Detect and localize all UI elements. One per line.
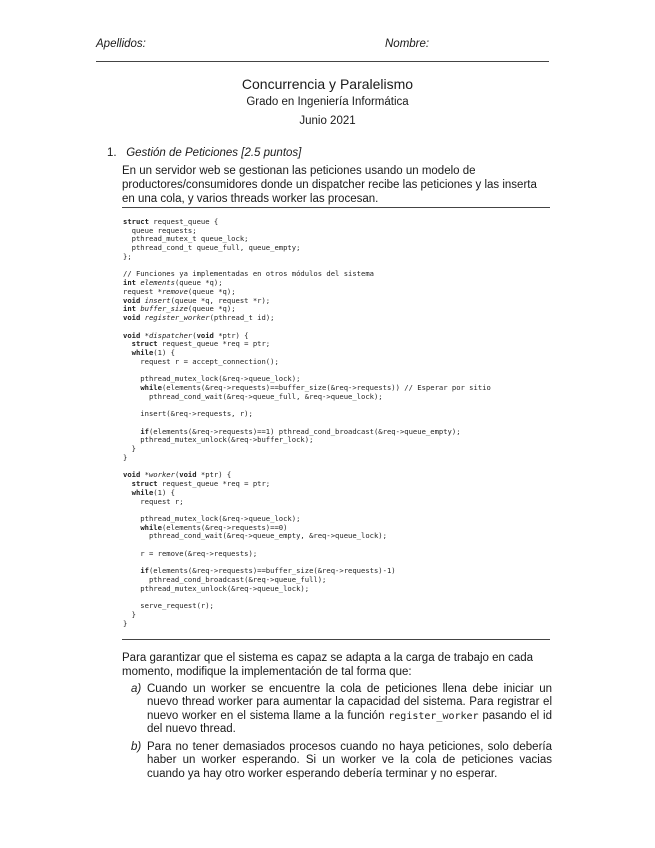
task-paragraph: Para garantizar que el sistema es capaz se adapta a la carga de trabajo en cada momento, modifique la implementación de tal forma que: xyxy=(122,652,534,678)
nombre-label: Nombre: xyxy=(385,38,430,50)
code-line: } xyxy=(123,618,128,628)
code-line: // Funciones ya implementadas en otros módulos del sistema xyxy=(123,269,374,279)
code-line: while(elements(&req->requests)==buffer_size(&req->requests)) // Esperar por sitio xyxy=(140,382,491,392)
code-line: request *remove(queue *q); xyxy=(123,286,236,296)
code-line: } xyxy=(123,610,136,620)
code-line: int elements(queue *q); xyxy=(123,278,223,288)
code-line: struct request_queue *req = ptr; xyxy=(131,479,271,489)
code-top-rule xyxy=(122,207,550,208)
code-line: struct request_queue *req = ptr; xyxy=(131,339,271,349)
code-line: void *dispatcher(void *ptr) { xyxy=(123,330,249,340)
header-divider xyxy=(96,61,549,62)
code-line: pthread_mutex_lock(&req->queue_lock); xyxy=(123,374,301,384)
question-number: 1. xyxy=(107,147,117,159)
code-line: } xyxy=(123,452,128,462)
code-line: pthread_cond_wait(&req->queue_empty, &req->queue_lock); xyxy=(123,531,387,541)
code-line: int buffer_size(queue *q); xyxy=(123,304,236,314)
task-item-a xyxy=(122,683,552,736)
code-line: queue requests; xyxy=(123,225,197,235)
question-heading xyxy=(107,147,301,159)
question-title: Gestión de Peticiones [2.5 puntos] xyxy=(126,147,302,159)
code-line: request r = accept_connection(); xyxy=(123,356,279,366)
code-line: while(1) { xyxy=(131,348,175,358)
code-line: pthread_mutex_t queue_lock; xyxy=(123,234,249,244)
degree-title: Grado en Ingeniería Informática xyxy=(246,96,409,108)
code-line: pthread_mutex_lock(&req->queue_lock); xyxy=(123,513,301,523)
code-line: while(1) { xyxy=(131,487,175,497)
code-line: insert(&req->requests, r); xyxy=(123,409,253,419)
code-line: struct request_queue { xyxy=(123,217,219,226)
task-item-text-end: pasando el id del nuevo thread. xyxy=(147,709,552,735)
code-line: void *worker(void *ptr) { xyxy=(123,470,232,480)
code-line: void insert(queue *q, request *r); xyxy=(123,295,271,305)
code-line: while(elements(&req->requests)==0) xyxy=(140,522,288,532)
code-line: pthread_mutex_unlock(&req->queue_lock); xyxy=(123,583,310,593)
code-line: }; xyxy=(123,251,132,261)
code-line: pthread_cond_wait(&req->queue_full, &req->queue_lock); xyxy=(123,391,383,401)
code-line: r = remove(&req->requests); xyxy=(123,548,258,558)
exam-date: Junio 2021 xyxy=(299,115,356,127)
apellidos-label: Apellidos: xyxy=(96,38,146,50)
code-line: serve_request(r); xyxy=(123,601,214,611)
code-line: if(elements(&req->requests)==1) pthread_cond_broadcast(&req->queue_empty); xyxy=(140,426,461,436)
code-listing xyxy=(123,218,553,629)
task-item-marker: a) xyxy=(131,683,142,695)
code-line: } xyxy=(123,444,136,454)
task-item-b xyxy=(122,741,552,781)
code-line: pthread_cond_t queue_full, queue_empty; xyxy=(123,243,301,253)
code-line: if(elements(&req->requests)==buffer_size(&req->requests)-1) xyxy=(140,566,396,576)
code-bottom-rule xyxy=(122,639,550,640)
task-list xyxy=(122,683,552,786)
code-line: pthread_mutex_unlock(&req->buffer_lock); xyxy=(123,435,314,445)
code-line: pthread_cond_broadcast(&req->queue_full); xyxy=(123,575,327,585)
code-line: void register_worker(pthread_t id); xyxy=(123,313,275,323)
course-title: Concurrencia y Paralelismo xyxy=(241,76,414,92)
task-item-marker: b) xyxy=(131,741,142,754)
inline-code: register_worker xyxy=(388,710,479,722)
code-line: request r; xyxy=(123,496,184,506)
question-intro: En un servidor web se gestionan las peticiones usando un modelo de productores/consumidores donde un dispatcher recibe las peticiones y las inserta en una cola, y varios threads worker las procesan. xyxy=(122,165,537,205)
task-item-text: Para no tener demasiados procesos cuando no haya peticiones, solo debería haber un worker esperando. Si un worker ve la cola de peticiones vacias cuando ya hay otro worker esperando debería terminar y no esperar. xyxy=(147,741,552,780)
task-item-text: Cuando un worker se encuentre la cola de peticiones llena debe iniciar un nuevo thread worker para aumentar la capacidad del sistema. Para registrar el nuevo worker en el sistema llame a la función xyxy=(147,683,552,722)
